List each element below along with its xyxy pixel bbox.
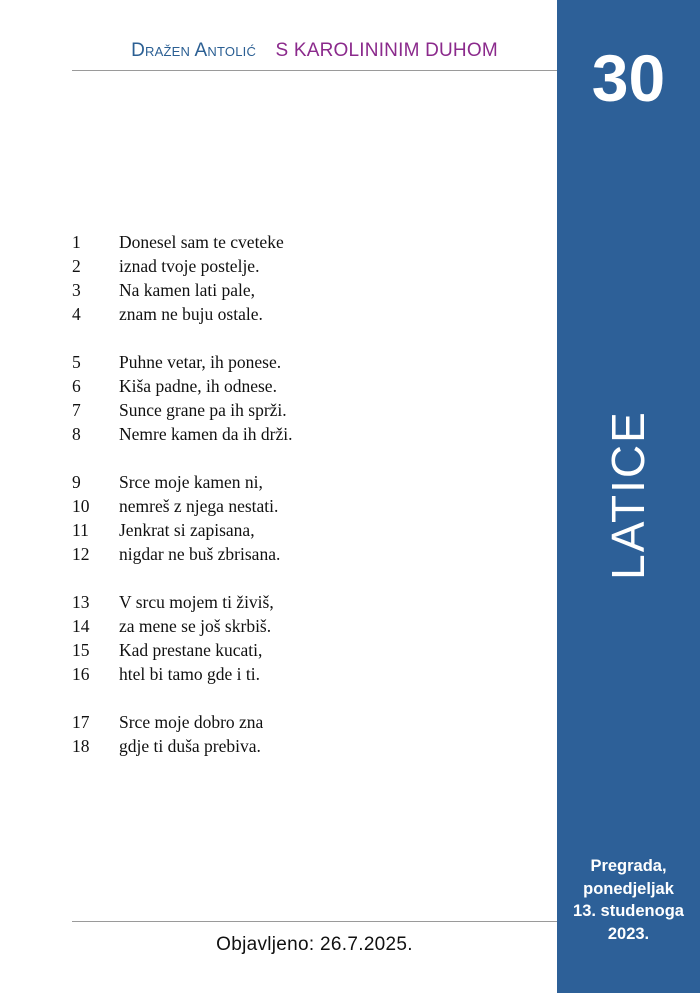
line-number: 11 xyxy=(72,520,89,540)
line-text: Sunce grane pa ih sprži. xyxy=(119,400,287,420)
line-number: 8 xyxy=(72,424,81,444)
place-date xyxy=(557,855,700,945)
poem-line xyxy=(72,230,542,254)
line-text: iznad tvoje postelje. xyxy=(119,256,260,276)
line-text: Donesel sam te cveteke xyxy=(119,232,284,252)
header-divider xyxy=(72,70,557,71)
poem-line xyxy=(72,734,542,758)
line-text: Srce moje kamen ni, xyxy=(119,472,263,492)
footer-divider xyxy=(72,921,557,922)
poem-line xyxy=(72,422,542,446)
line-number: 2 xyxy=(72,256,81,276)
line-text: htel bi tamo gde i ti. xyxy=(119,664,260,684)
line-number: 18 xyxy=(72,736,90,756)
poem-line xyxy=(72,518,542,542)
poem-line xyxy=(72,254,542,278)
line-number: 12 xyxy=(72,544,90,564)
line-number: 13 xyxy=(72,592,90,612)
poem-body xyxy=(72,230,542,782)
publication-date: Objavljeno: 26.7.2025. xyxy=(216,934,413,955)
line-text: V srcu mojem ti živiš, xyxy=(119,592,274,612)
line-number: 3 xyxy=(72,280,81,300)
line-number: 6 xyxy=(72,376,81,396)
poem-line xyxy=(72,374,542,398)
line-number: 10 xyxy=(72,496,90,516)
line-text: Jenkrat si zapisana, xyxy=(119,520,255,540)
poem-line xyxy=(72,470,542,494)
line-text: Srce moje dobro zna xyxy=(119,712,264,732)
poem-line xyxy=(72,302,542,326)
line-text: za mene se još skrbiš. xyxy=(119,616,272,636)
section-title: LATICE xyxy=(602,410,654,580)
poem-line xyxy=(72,398,542,422)
author-name: Dražen Antolić xyxy=(131,40,257,61)
line-number: 9 xyxy=(72,472,81,492)
page-header xyxy=(72,40,557,70)
poem-line xyxy=(72,494,542,518)
sidebar xyxy=(557,0,700,993)
place-date-line: Pregrada, xyxy=(590,857,667,875)
line-text: Nemre kamen da ih drži. xyxy=(119,424,293,444)
line-text: Na kamen lati pale, xyxy=(119,280,256,300)
stanza xyxy=(72,350,542,446)
poem-line xyxy=(72,542,542,566)
line-number: 7 xyxy=(72,400,81,420)
line-text: nemreš z njega nestati. xyxy=(119,496,279,516)
line-text: nigdar ne buš zbrisana. xyxy=(119,544,281,564)
page-number: 30 xyxy=(591,41,666,115)
line-number: 14 xyxy=(72,616,90,636)
line-text: znam ne buju ostale. xyxy=(119,304,263,324)
line-number: 4 xyxy=(72,304,81,324)
line-text: Kiša padne, ih odnese. xyxy=(119,376,277,396)
line-text: Puhne vetar, ih ponese. xyxy=(119,352,282,372)
line-number: 16 xyxy=(72,664,90,684)
line-number: 15 xyxy=(72,640,90,660)
stanza xyxy=(72,710,542,758)
stanza xyxy=(72,230,542,326)
poem-line xyxy=(72,638,542,662)
line-number: 1 xyxy=(72,232,81,252)
collection-title: S KAROLININIM DUHOM xyxy=(275,40,498,61)
place-date-line: ponedjeljak xyxy=(583,879,674,898)
stanza xyxy=(72,590,542,686)
poem-line xyxy=(72,710,542,734)
poem-line xyxy=(72,662,542,686)
line-number: 5 xyxy=(72,352,81,372)
poem-line xyxy=(72,278,542,302)
poem-line xyxy=(72,350,542,374)
line-text: gdje ti duša prebiva. xyxy=(119,736,261,756)
poem-line xyxy=(72,590,542,614)
line-text: Kad prestane kucati, xyxy=(119,640,263,660)
place-date-line: 13. studenoga xyxy=(573,902,684,920)
line-number: 17 xyxy=(72,712,90,732)
stanza xyxy=(72,470,542,566)
poem-line xyxy=(72,614,542,638)
place-date-line: 2023. xyxy=(607,924,650,943)
